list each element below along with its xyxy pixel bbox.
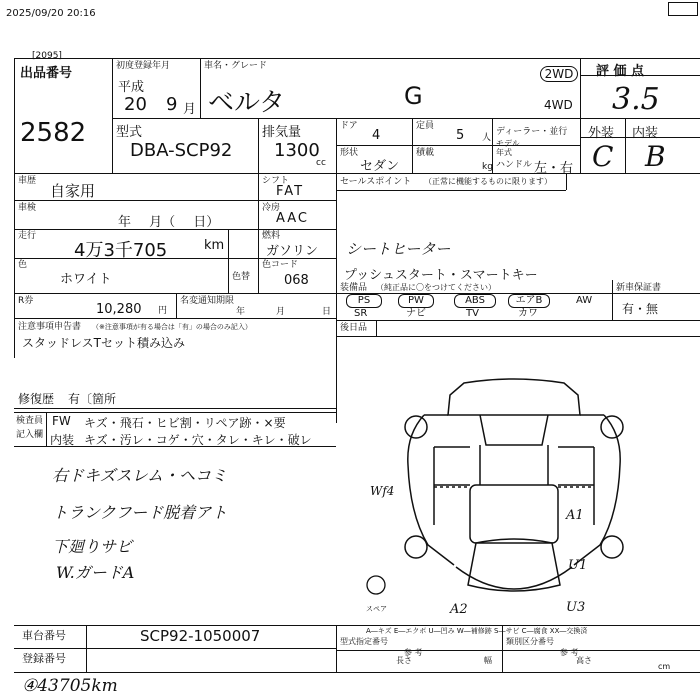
- equip-aw: AW: [576, 295, 593, 306]
- ac-value: AAC: [276, 211, 309, 226]
- shape-value: セダン: [360, 159, 400, 174]
- color-code: 068: [284, 273, 309, 288]
- sales-points-label: セールスポイント: [340, 177, 412, 187]
- note-line-3: 下廻りサビ: [52, 537, 133, 556]
- remarks-label: 注意事項申告書: [18, 322, 82, 332]
- displacement-label: 排気量: [262, 125, 302, 140]
- inspection-label: 車検: [18, 203, 37, 213]
- drive-4wd: 4WD: [544, 98, 573, 112]
- sales-point-1: シートヒーター: [346, 240, 451, 258]
- remarks-note: （※注意事項が有る場合は「有」の場合のみ記入）: [92, 323, 252, 331]
- cm-unit: cm: [658, 662, 671, 671]
- displacement-value: 1300: [274, 140, 320, 161]
- damage-legend: A―キズ E―エクボ U―凹み W―補修跡 S―サビ C―腐食 XX―交換済: [366, 627, 588, 635]
- first-reg-month-unit: 月: [183, 102, 197, 117]
- inspector-row1: キズ・飛石・ヒビ割・リペア跡・×要: [84, 416, 286, 430]
- rear-items-label: 後日品: [340, 323, 368, 333]
- equip-tv: TV: [466, 308, 479, 319]
- doors-label: ドア: [340, 121, 358, 131]
- ref-2: 参 考: [560, 648, 579, 657]
- rating-int: B: [645, 140, 666, 173]
- fuel-label: 燃料: [262, 231, 281, 241]
- mileage-value: 4万3千705: [74, 240, 168, 261]
- corner-mark: [668, 2, 698, 16]
- lot-label: 出品番号: [20, 66, 73, 81]
- drive-2wd: 2WD: [540, 66, 578, 82]
- recycle-label: R券: [18, 296, 34, 306]
- print-stamp: 2025/09/20 20:16: [6, 8, 96, 19]
- equip-navi: ナビ: [406, 308, 426, 319]
- equipment-label: 装備品: [340, 283, 368, 293]
- shape-label: 形状: [340, 148, 359, 158]
- handle-label: ハンドル: [496, 160, 533, 170]
- rating-ext: C: [592, 140, 614, 173]
- handwritten-odometer: ④43705km: [22, 676, 118, 696]
- class-spec-label: 類別区分番号: [506, 637, 554, 646]
- mark-u3: U3: [566, 600, 586, 615]
- model-label: 型式: [116, 125, 143, 140]
- sales-points-note: （正常に機能するものに限ります）: [424, 177, 552, 186]
- rating-value: 3.5: [612, 82, 660, 117]
- color-value: ホワイト: [60, 272, 112, 287]
- height-label: 高さ: [576, 656, 592, 665]
- mark-u1: U1: [568, 558, 588, 573]
- equip-abs: ABS: [454, 294, 496, 308]
- inspector-row2-tag: 内装: [50, 433, 75, 447]
- recycle-value: 10,280: [96, 302, 142, 317]
- load-unit: kg: [482, 162, 493, 172]
- dealer-model-label: モデル: [496, 139, 520, 148]
- register-label: 登録番号: [22, 652, 66, 665]
- warranty-label: 新車保証書: [616, 283, 662, 293]
- remarks-item: スタッドレスTセット積み込み: [22, 336, 185, 350]
- first-reg-label: 初度登録年月: [116, 61, 171, 71]
- dealer-year-label: 年式: [496, 148, 512, 157]
- fuel-value: ガソリン: [266, 244, 319, 259]
- equipment-note: （純正品に〇をつけてください）: [376, 283, 496, 292]
- length-label: 長さ: [396, 656, 412, 665]
- inspection-value: 年 月（ 日）: [118, 215, 220, 230]
- equip-pw: PW: [398, 294, 434, 308]
- capacity-label: 定員: [416, 121, 435, 131]
- mileage-unit: km: [204, 238, 225, 253]
- width-label: 幅: [484, 656, 492, 665]
- notice-day: 日: [322, 307, 332, 317]
- chassis-value: SCP92-1050007: [140, 627, 261, 645]
- lot-number: 2582: [20, 118, 87, 148]
- equip-airbag: エアB: [508, 294, 550, 308]
- color-change-label: 色替: [232, 272, 251, 282]
- shift-label: シフト: [262, 176, 290, 186]
- shift-value: FAT: [276, 184, 305, 199]
- ref-1: 参 考: [404, 648, 423, 657]
- sales-point-2: プッシュスタート・スマートキー: [344, 268, 538, 283]
- chassis-label: 車台番号: [22, 629, 66, 642]
- warranty-value: 有・無: [622, 302, 659, 316]
- spare-label: スペア: [366, 605, 387, 613]
- note-line-2: トランクフード脱着アト: [52, 503, 228, 522]
- inspector-label-1: 検査員: [16, 416, 44, 426]
- inspector-row1-tag: FW: [52, 414, 71, 428]
- model-value: DBA-SCP92: [130, 140, 233, 161]
- load-label: 積載: [416, 148, 435, 158]
- notice-year: 年: [236, 307, 246, 317]
- note-line-1: 右ドキズスレム・ヘコミ: [52, 466, 228, 485]
- mark-a1: A1: [566, 508, 584, 523]
- recycle-unit: 円: [158, 306, 168, 316]
- note-line-4: W.ガードA: [56, 563, 135, 582]
- inspector-label-2: 記入欄: [16, 430, 44, 440]
- color-code-label: 色コード: [262, 260, 299, 270]
- repair-value: 有〔箇所: [68, 392, 117, 406]
- rating-int-label: 内装: [632, 126, 659, 141]
- car-name: ベルタ: [208, 88, 285, 118]
- doors-value: 4: [372, 128, 381, 143]
- rating-ext-label: 外装: [588, 126, 615, 141]
- repair-label: 修復歴: [18, 392, 55, 406]
- capacity-value: 5: [456, 128, 465, 143]
- mark-a2: A2: [450, 602, 468, 617]
- lot-code: [2095]: [32, 51, 62, 61]
- mileage-label: 走行: [18, 231, 37, 241]
- notice-label: 名変通知期限: [180, 296, 235, 306]
- first-reg-year: 20: [124, 94, 147, 115]
- rating-label: 評 価 点: [596, 64, 645, 79]
- color-label: 色: [18, 260, 28, 270]
- history-value: 自家用: [50, 182, 96, 200]
- displacement-unit: cc: [316, 158, 326, 168]
- dealer-label: ディーラー・並行: [496, 127, 568, 137]
- handle-value: 左・右: [534, 161, 574, 176]
- equip-sr: SR: [354, 308, 368, 319]
- capacity-unit: 人: [482, 133, 492, 143]
- notice-month: 月: [276, 307, 286, 317]
- car-diagram: [394, 375, 634, 615]
- car-grade: G: [404, 82, 423, 110]
- history-label: 車歴: [18, 176, 37, 186]
- equip-leather: カワ: [518, 308, 538, 319]
- mark-wf4: Wf4: [370, 484, 395, 498]
- ac-label: 冷房: [262, 203, 281, 213]
- first-reg-month: 9: [166, 94, 178, 115]
- inspector-row2: キズ・汚レ・コゲ・穴・タレ・キレ・破レ: [84, 433, 312, 447]
- equip-ps: PS: [346, 294, 382, 308]
- car-label: 車名・グレード: [204, 61, 268, 71]
- first-reg-era: 平成: [118, 80, 145, 95]
- model-spec-label: 型式指定番号: [340, 637, 388, 646]
